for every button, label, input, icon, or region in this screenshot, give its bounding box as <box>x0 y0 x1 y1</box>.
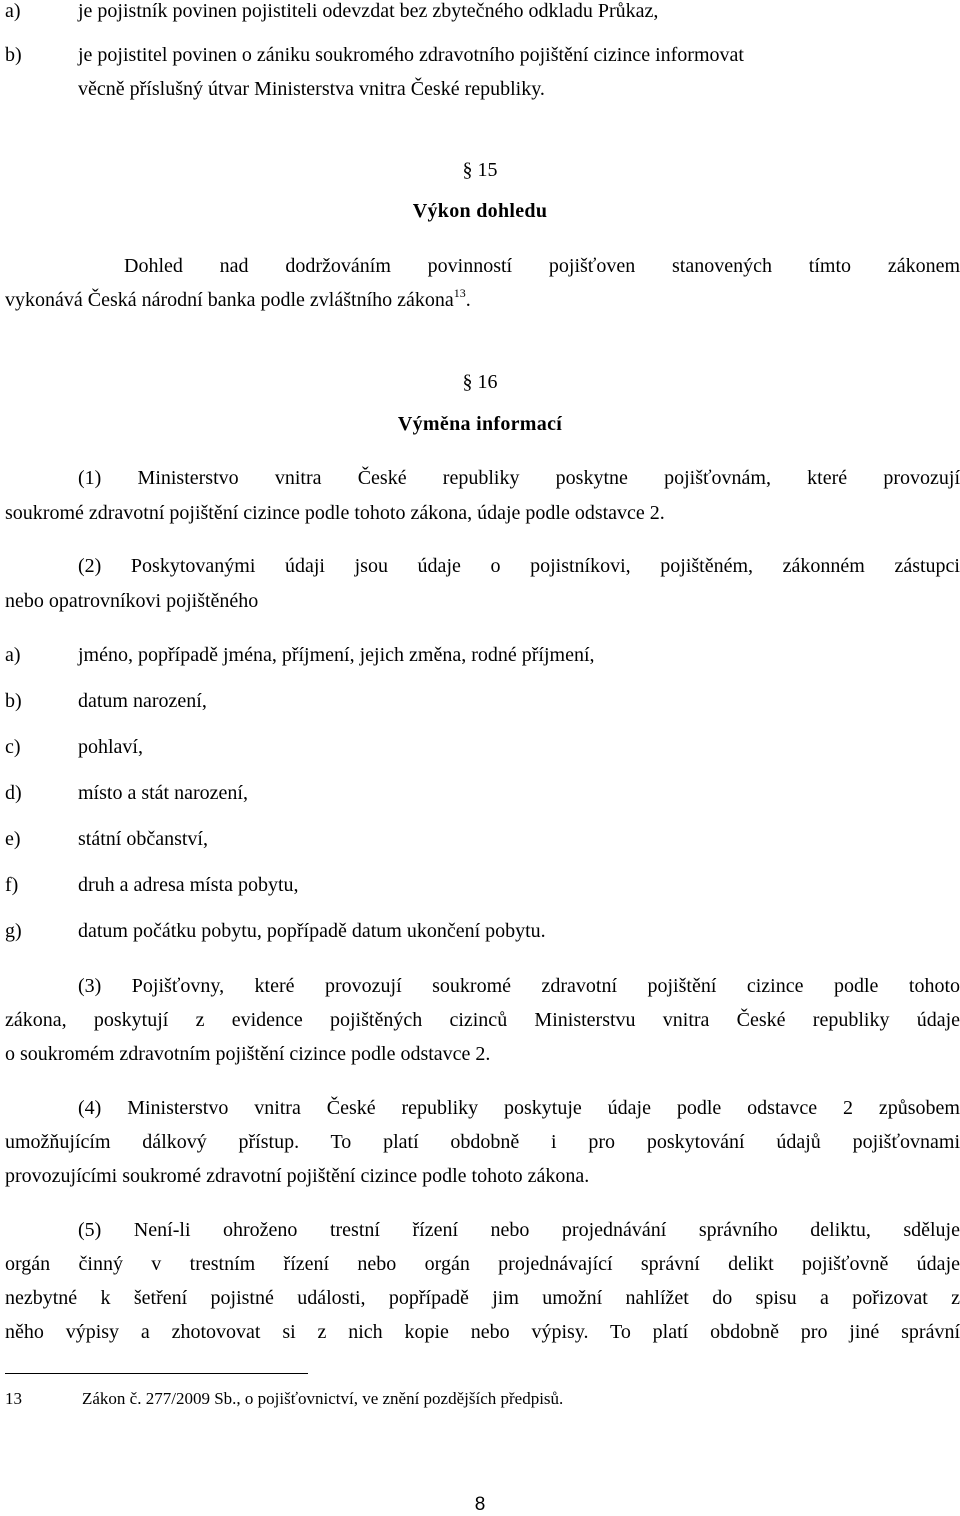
paragraph-line: soukromé zdravotní pojištění cizince podle tohoto zákona, údaje podle odstavce 2. <box>5 502 665 524</box>
list-marker: b) <box>5 690 22 712</box>
paragraph-line: umožňujícím dálkový přístup. To platí obdobně i pro poskytování údajů pojišťovnami <box>5 1131 960 1153</box>
paragraph-line: (5) Není-li ohroženo trestní řízení nebo projednávání správního deliktu, sděluje <box>78 1219 960 1241</box>
paragraph-line: zákona, poskytují z evidence pojištěných cizinců Ministerstvu vnitra České republiky údaje <box>5 1009 960 1031</box>
paragraph-text: vykonává Česká národní banka podle zvláštního zákona <box>5 289 454 311</box>
list-marker: c) <box>5 736 21 758</box>
section-number: § 15 <box>462 159 498 181</box>
page-number: 8 <box>474 1494 486 1515</box>
list-item-text: pohlaví, <box>78 736 143 758</box>
section-number: § 16 <box>462 371 498 393</box>
list-item-text: datum počátku pobytu, popřípadě datum ukončení pobytu. <box>78 920 546 942</box>
list-marker: a) <box>5 0 21 22</box>
list-marker: f) <box>5 874 19 896</box>
paragraph-line: provozujícími soukromé zdravotní pojištění cizince podle tohoto zákona. <box>5 1165 590 1187</box>
list-item-text: druh a adresa místa pobytu, <box>78 874 299 896</box>
list-item-text: je pojistník povinen pojistiteli odevzdat bez zbytečného odkladu Průkaz, <box>78 0 659 22</box>
footnote-text: Zákon č. 277/2009 Sb., o pojišťovnictví, ve znění pozdějších předpisů. <box>82 1389 564 1408</box>
list-marker: d) <box>5 782 22 804</box>
list-item-continuation: věcně příslušný útvar Ministerstva vnitra České republiky. <box>78 78 545 100</box>
paragraph-line: o soukromém zdravotním pojištění cizince podle odstavce 2. <box>5 1043 491 1065</box>
list-item-text: jméno, popřípadě jména, příjmení, jejich změna, rodné příjmení, <box>78 644 595 666</box>
section-heading: Výměna informací <box>397 413 563 435</box>
list-marker: a) <box>5 644 21 666</box>
paragraph-line: orgán činný v trestním řízení nebo orgán projednávající správní delikt pojišťovně údaje <box>5 1253 960 1275</box>
footnote-separator <box>5 1373 308 1374</box>
paragraph-line: Dohled nad dodržováním povinností pojišťoven stanovených tímto zákonem <box>124 255 960 277</box>
list-item-text: datum narození, <box>78 690 207 712</box>
section-heading: Výkon dohledu <box>412 200 548 222</box>
paragraph-line: (1) Ministerstvo vnitra České republiky poskytne pojišťovnám, které provozují <box>78 467 960 489</box>
footnote-reference: 13 <box>453 286 466 300</box>
paragraph-line: (4) Ministerstvo vnitra České republiky poskytuje údaje podle odstavce 2 způsobem <box>78 1097 960 1119</box>
list-item-text: je pojistitel povinen o zániku soukromého zdravotního pojištění cizince informovat <box>78 44 744 66</box>
paragraph-line <box>5 288 471 314</box>
footnote-number: 13 <box>5 1389 22 1408</box>
list-item-text: místo a stát narození, <box>78 782 248 804</box>
paragraph-line: něho výpisy a zhotovovat si z nich kopie nebo výpisy. To platí obdobně pro jiné správní <box>5 1321 960 1343</box>
list-item-text: státní občanství, <box>78 828 208 850</box>
paragraph-line: (3) Pojišťovny, které provozují soukromé zdravotní pojištění cizince podle tohoto <box>78 975 960 997</box>
paragraph-line: (2) Poskytovanými údaji jsou údaje o pojistníkovi, pojištěném, zákonném zástupci <box>78 555 960 577</box>
list-marker: e) <box>5 828 21 850</box>
paragraph-text-end: . <box>465 289 471 311</box>
list-marker: b) <box>5 44 22 66</box>
list-marker: g) <box>5 920 22 942</box>
paragraph-line: nebo opatrovníkovi pojištěného <box>5 590 259 612</box>
paragraph-line: nezbytné k šetření pojistné události, popřípadě jim umožní nahlížet do spisu a pořizovat z <box>5 1287 960 1309</box>
